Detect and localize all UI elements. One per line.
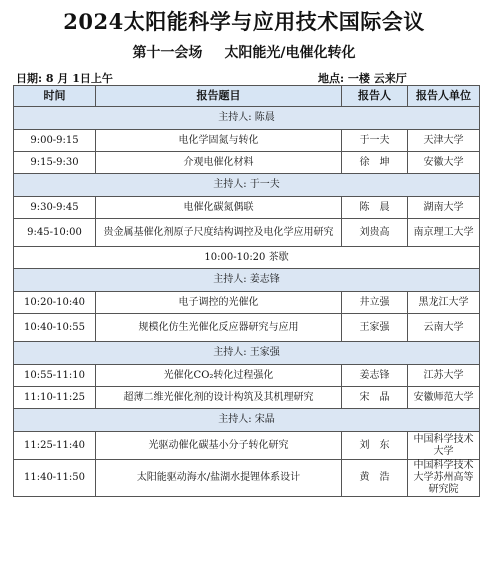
talk-speaker: 黄 浩 [342,460,408,497]
talk-speaker: 宋 晶 [342,387,408,409]
host-label: 主持人: 宋晶 [14,409,480,432]
talk-unit: 江苏大学 [408,365,480,387]
table-row [14,460,480,497]
column-header-speaker: 报告人 [342,86,408,107]
host-label: 主持人: 姜志锋 [14,269,480,292]
break-row [14,247,480,269]
talk-title: 太阳能驱动海水/盐湖水提锂体系设计 [96,460,342,497]
host-label: 主持人: 陈晨 [14,107,480,130]
schedule-table [13,85,480,497]
talk-unit: 中国科学技术大学苏州高等研究院 [408,460,480,497]
host-row [14,174,480,197]
host-label: 主持人: 于一夫 [14,174,480,197]
talk-unit: 云南大学 [408,314,480,342]
talk-time: 9:15-9:30 [14,152,96,174]
table-row [14,130,480,152]
talk-time: 10:20-10:40 [14,292,96,314]
location-label: 地点: 一楼 云来厅 [318,72,407,85]
talk-time: 10:55-11:10 [14,365,96,387]
talk-time: 11:10-11:25 [14,387,96,409]
host-row [14,269,480,292]
talk-unit: 湖南大学 [408,197,480,219]
table-row [14,197,480,219]
talk-time: 11:40-11:50 [14,460,96,497]
host-row [14,342,480,365]
talk-unit: 黑龙江大学 [408,292,480,314]
table-row [14,432,480,460]
session-theme: 太阳能光/电催化转化 [224,45,356,61]
venue-label: 第十一会场 [132,45,203,61]
table-row [14,365,480,387]
talk-speaker: 刘贵高 [342,219,408,247]
talk-speaker: 井立强 [342,292,408,314]
table-row [14,152,480,174]
table-row [14,314,480,342]
table-row [14,292,480,314]
session-subtitle [0,42,488,62]
talk-speaker: 姜志锋 [342,365,408,387]
talk-unit: 安徽大学 [408,152,480,174]
talk-time: 9:30-9:45 [14,197,96,219]
talk-title: 介观电催化材料 [96,152,342,174]
column-header-time: 时间 [14,86,96,107]
column-header-unit: 报告人单位 [408,86,480,107]
talk-speaker: 于一夫 [342,130,408,152]
talk-speaker: 徐 坤 [342,152,408,174]
table-header-row [14,86,480,107]
talk-title: 电催化碳氮偶联 [96,197,342,219]
talk-time: 9:00-9:15 [14,130,96,152]
talk-title: 光催化CO₂转化过程强化 [96,365,342,387]
table-row [14,387,480,409]
date-label: 日期: 8 月 1日上午 [16,72,113,85]
host-label: 主持人: 王家强 [14,342,480,365]
talk-time: 9:45-10:00 [14,219,96,247]
talk-unit: 南京理工大学 [408,219,480,247]
talk-title: 贵金属基催化剂原子尺度结构调控及电化学应用研究 [96,219,342,247]
talk-unit: 安徽师范大学 [408,387,480,409]
host-row [14,409,480,432]
talk-speaker: 陈 晨 [342,197,408,219]
talk-unit: 天津大学 [408,130,480,152]
talk-time: 10:40-10:55 [14,314,96,342]
conference-title: 2024太阳能科学与应用技术国际会议 [63,9,425,34]
column-header-title: 报告题目 [96,86,342,107]
talk-title: 电化学固氮与转化 [96,130,342,152]
talk-title: 规模化仿生光催化反应器研究与应用 [96,314,342,342]
talk-speaker: 刘 东 [342,432,408,460]
tea-break-label: 10:00-10:20 茶歇 [14,247,480,269]
talk-unit: 中国科学技术大学 [408,432,480,460]
host-row [14,107,480,130]
talk-title: 电子调控的光催化 [96,292,342,314]
table-row [14,219,480,247]
talk-title: 超薄二维光催化剂的设计构筑及其机理研究 [96,387,342,409]
talk-speaker: 王家强 [342,314,408,342]
talk-title: 光驱动催化碳基小分子转化研究 [96,432,342,460]
talk-time: 11:25-11:40 [14,432,96,460]
